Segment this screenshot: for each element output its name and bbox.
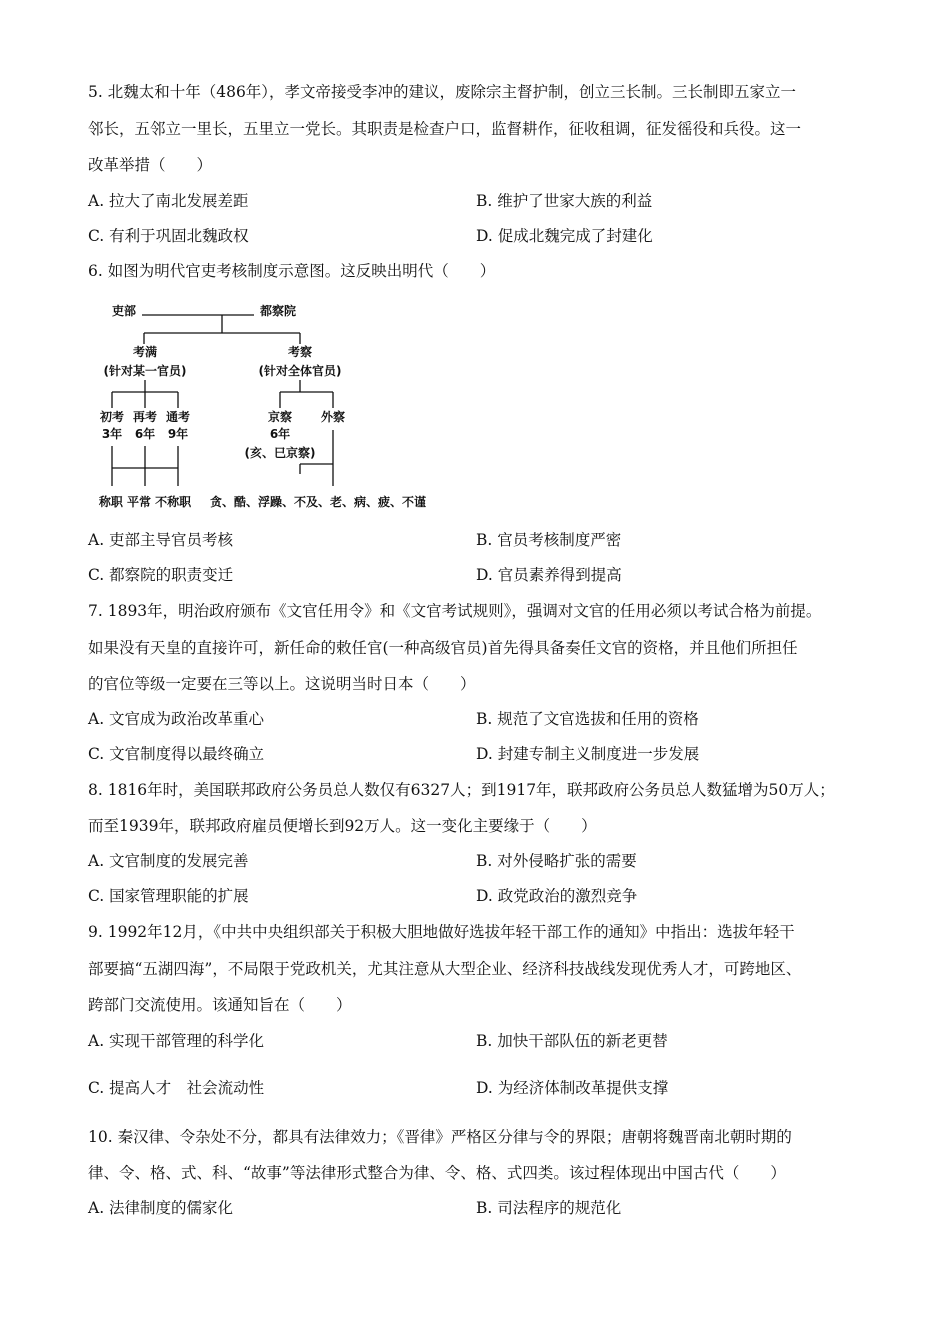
q5-stem-line-2: 邻长，五邻立一里长，五里立一党长。其职责是检查户口，监督耕作，征收租调，征发徭役和兵役。这一 [88,120,802,138]
q9-stem-line-3: 跨部门交流使用。该通知旨在（ ） [88,996,352,1014]
q6-stem-line-1: 6. 如图为明代官吏考核制度示意图。这反映出明代（ ） [88,262,496,280]
q7-option-b: B. 规范了文官选拔和任用的资格 [476,710,699,728]
q9-option-b: B. 加快干部队伍的新老更替 [476,1032,668,1050]
q10-stem-line-1: 10. 秦汉律、令杂处不分，都具有法律效力；《晋律》严格区分律与令的界限；唐朝将魏晋南北朝时期的 [88,1128,792,1146]
diagram-chukao: 初考 [99,410,125,424]
q9-option-a: A. 实现干部管理的科学化 [88,1032,265,1050]
q10-option-a: A. 法律制度的儒家化 [88,1199,234,1217]
q5-option-b: B. 维护了世家大族的利益 [476,192,653,210]
q9-option-d: D. 为经济体制改革提供支撑 [476,1079,669,1097]
diagram-jingcha-year: 6年 [269,427,291,441]
q5-stem-line-1: 5. 北魏太和十年（486年），孝文帝接受李冲的建议，废除宗主督护制，创立三长制。三长制即五家立一 [88,83,797,101]
diagram-jingcha-note: (亥、巳京察) [244,446,316,460]
diagram-tongkao: 通考 [165,410,191,424]
q8-stem-line-2: 而至1939年，联邦政府雇员便增长到92万人。这一变化主要缘于（ ） [88,817,597,835]
q7-stem-line-1: 7. 1893年，明治政府颁布《文官任用令》和《文官考试规则》，强调对文官的任用必须以考试合格为前提。 [88,602,822,620]
diagram-waicha: 外察 [320,410,346,424]
q7-option-d: D. 封建专制主义制度进一步发展 [476,745,700,763]
q9-stem-line-2: 部要搞“五湖四海”，不局限于党政机关，尤其注意从大型企业、经济科技战线发现优秀人才，可跨地区、 [88,960,802,978]
q10-stem-line-2: 律、令、格、式、科、“故事”等法律形式整合为律、令、格、式四类。该过程体现出中国古代（ ） [88,1164,786,1182]
q8-option-d: D. 政党政治的激烈竞争 [476,887,638,905]
q8-option-b: B. 对外侵略扩张的需要 [476,852,637,870]
q6-option-b: B. 官员考核制度严密 [476,531,622,549]
q6-option-c: C. 都察院的职责变迁 [88,566,234,584]
diagram-zaikao: 再考 [132,410,158,424]
q7-option-c: C. 文官制度得以最终确立 [88,745,265,763]
q6-option-d: D. 官员素养得到提高 [476,566,622,584]
q10-option-b: B. 司法程序的规范化 [476,1199,622,1217]
diagram-jingcha: 京察 [267,410,293,424]
diagram-kaoman-sub: (针对某一官员) [103,364,187,378]
ming-assessment-diagram [88,296,448,518]
q8-option-c: C. 国家管理职能的扩展 [88,887,249,905]
diagram-chukao-year: 3年 [101,427,123,441]
q8-stem-line-1: 8. 1816年时，美国联邦政府公务员总人数仅有6327人；到1917年，联邦政府公务员总人数猛增为50万人； [88,781,835,799]
q9-stem-line-1: 9. 1992年12月，《中共中央组织部关于积极大胆地做好选拔年轻干部工作的通知》中指出：选拔年轻干 [88,923,795,941]
q9-option-c: C. 提高人才 社会流动性 [88,1079,265,1097]
q6-option-a: A. 吏部主导官员考核 [88,531,234,549]
diagram-result-right: 贪、酷、浮躁、不及、老、病、疲、不谨 [209,495,427,509]
q8-option-a: A. 文官制度的发展完善 [88,852,249,870]
q7-option-a: A. 文官成为政治改革重心 [88,710,265,728]
q7-stem-line-2: 如果没有天皇的直接许可，新任命的敕任官(一种高级官员)首先得具备奏任文官的资格，并且他们所担任 [88,639,798,657]
q5-option-d: D. 促成北魏完成了封建化 [476,227,653,245]
diagram-libu: 吏部 [111,304,136,318]
diagram-zaikao-year: 6年 [134,427,156,441]
diagram-duchayuan: 都察院 [260,304,297,318]
q7-stem-line-3: 的官位等级一定要在三等以上。这说明当时日本（ ） [88,675,476,693]
diagram-kaoman: 考满 [132,345,158,359]
diagram-kaocha-sub: (针对全体官员) [258,364,342,378]
diagram-result-left: 称职 平常 不称职 [98,495,192,509]
q5-option-c: C. 有利于巩固北魏政权 [88,227,249,245]
diagram-kaocha: 考察 [287,345,313,359]
q5-stem-line-3: 改革举措（ ） [88,156,213,174]
diagram-tongkao-year: 9年 [167,427,189,441]
q5-option-a: A. 拉大了南北发展差距 [88,192,249,210]
